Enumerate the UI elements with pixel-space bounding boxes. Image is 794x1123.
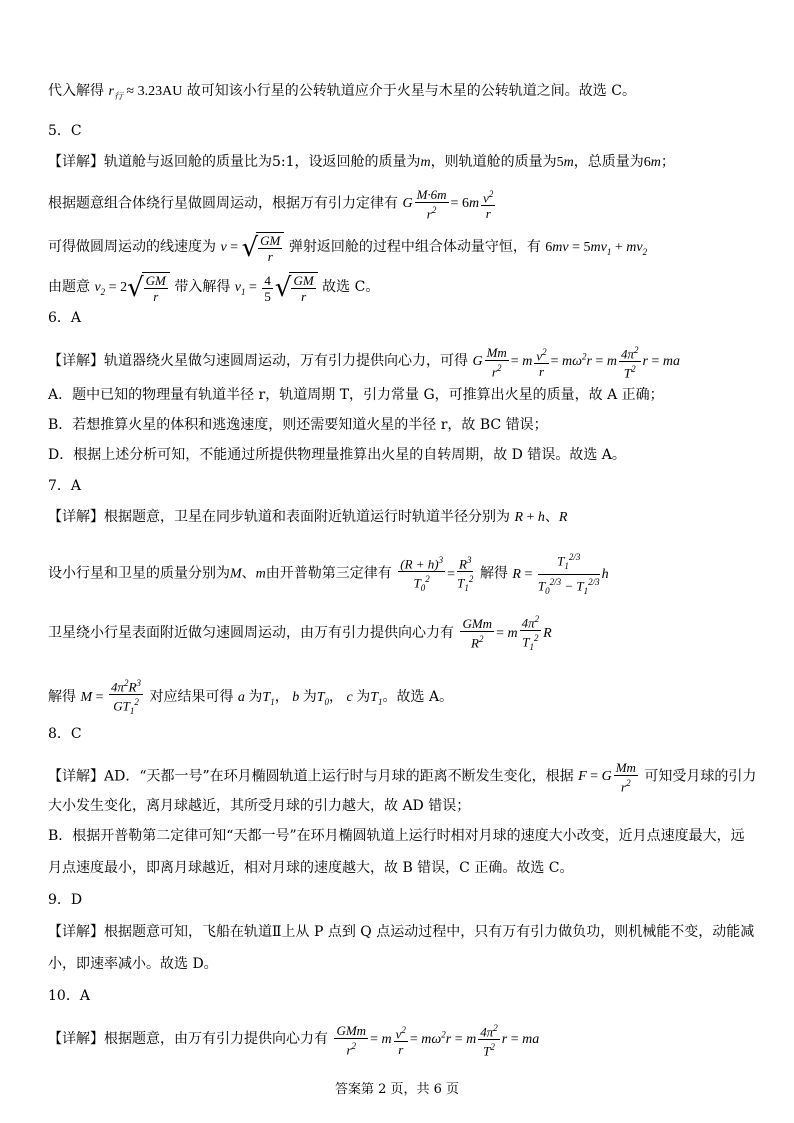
- line-9-1: 【详解】根据题意可知，飞船在轨道Ⅱ上从 P 点到 Q 点运动过程中，只有万有引力做负功，则机械能不变，动能减: [48, 924, 755, 940]
- line-6-A: A．题中已知的物理量有轨道半径 r，轨道周期 T，引力常量 G，可推算出火星的质量，故 A 正确；: [48, 387, 664, 403]
- answer-5: 5．C: [48, 123, 82, 139]
- line-7-3: 卫星绕小行星表面附近做匀速圆周运动，由万有引力提供向心力有 $\frac{\text{GMm}}{R^2}$ = m $\frac{4\pi^2}{T_1^2}$ R: [48, 614, 552, 653]
- line-1: 代入解得 $r_行 \approx 3.23AU$ 故可知该小行星的公转轨道应介于火星与木星的公转轨道之间。故选 C。: [48, 83, 636, 101]
- line-7-2: 设小行星和卫星的质量分别为M、m由开普勒第三定律有 $\frac{(R + h)^3}{T_0^2}$ = $\frac{R^3}{T_1^2}$ 解得 R = $\frac{T_1^{2/3}}{T_0^{2/3} - T_1^{2/3}}$ h: [48, 552, 609, 596]
- line-6-D: D．根据上述分析可知，不能通过所提供物理量推算出火星的自转周期，故 D 错误。故选 A。: [48, 447, 626, 463]
- answer-7: 7．A: [48, 478, 82, 494]
- line-6-B: B．若想推算火星的体积和逃逸速度，则还需要知道火星的半径 r，故 BC 错误；: [48, 417, 548, 433]
- answer-10: 10．A: [48, 988, 90, 1004]
- line-8-4: 月点速度最小，即离月球越近，相对月球的速度越大，故 B 错误，C 正确。故选 C。: [48, 860, 574, 876]
- answer-6: 6．A: [48, 310, 82, 326]
- line-5-3: 可得做圆周运动的线速度为 v = √ $\frac{GM}{r}$ 弹射返回舱的过程中组合体动量守恒，有 $6mv = 5mv_1 + mv_2$: [48, 233, 648, 264]
- line-5-4: 由题意 $v_2 = 2√$ $\frac{GM}{r}$ 带入解得 $v_1$ = $\frac{4}{5}$ √ $\frac{GM}{r}$ 故选 C。: [48, 272, 380, 304]
- formula-gravity-5: G $\frac{M\cdot 6m}{r^2}$ = 6m $\frac{v^2}{r}$: [402, 187, 494, 222]
- line-9-2: 小，即速率减小。故选 D。: [48, 956, 218, 972]
- line-8-3: B．根据开普勒第二定律可知“天都一号”在环月椭圆轨道上运行时相对月球的速度大小改变，近月点速度最大，远: [48, 828, 745, 844]
- line-8-2: 大小发生变化，离月球越近，其所受月球的引力越大，故 AD 错误；: [48, 798, 471, 814]
- line-7-1: 【详解】根据题意，卫星在同步轨道和表面附近轨道运行时轨道半径分别为 R + h、R: [48, 509, 568, 525]
- line-5-1: 【详解】轨道舱与返回舱的质量比为5:1，设返回舱的质量为m，则轨道舱的质量为5m，总质量为6m；: [48, 154, 675, 170]
- line-8-1: 【详解】AD．“天都一号”在环月椭圆轨道上运行时与月球的距离不断发生变化，根据 F = G $\frac{Mm}{r^2}$ 可知受月球的引力: [48, 760, 757, 795]
- line-6-1: 【详解】轨道器绕火星做匀速圆周运动，万有引力提供向心力，可得 G $\frac{Mm}{r^2}$ = m $\frac{v^2}{r}$ = $m\omega^2r = m$ $\frac{4\pi^2}{T^2}$ r = ma: [48, 344, 680, 381]
- page-footer: 答案第 2 页，共 6 页: [334, 1082, 460, 1097]
- answer-9: 9．D: [48, 892, 83, 908]
- answer-8: 8．C: [48, 726, 82, 742]
- line-7-4: 解得 M = $\frac{4\pi^2R^3}{GT_1^2}$ 对应结果可得 a 为$T_1$， b 为$T_0$， c 为$T_1$。故选 A。: [48, 678, 454, 717]
- formula-r-result: $r_行 \approx 3.23AU$: [108, 84, 183, 101]
- line-5-2: 根据题意组合体绕行星做圆周运动，根据万有引力定律有 G $\frac{M\cdot 6m}{r^2}$ = 6m $\frac{v^2}{r}$: [48, 187, 497, 221]
- line-10-1: 【详解】根据题意，由万有引力提供向心力有 $\frac{\text{GMm}}{r^2}$ = m $\frac{v^2}{r}$ = $m\omega^2r = m$ $\frac{4\pi^2}{T^2}$ r = ma: [48, 1022, 540, 1059]
